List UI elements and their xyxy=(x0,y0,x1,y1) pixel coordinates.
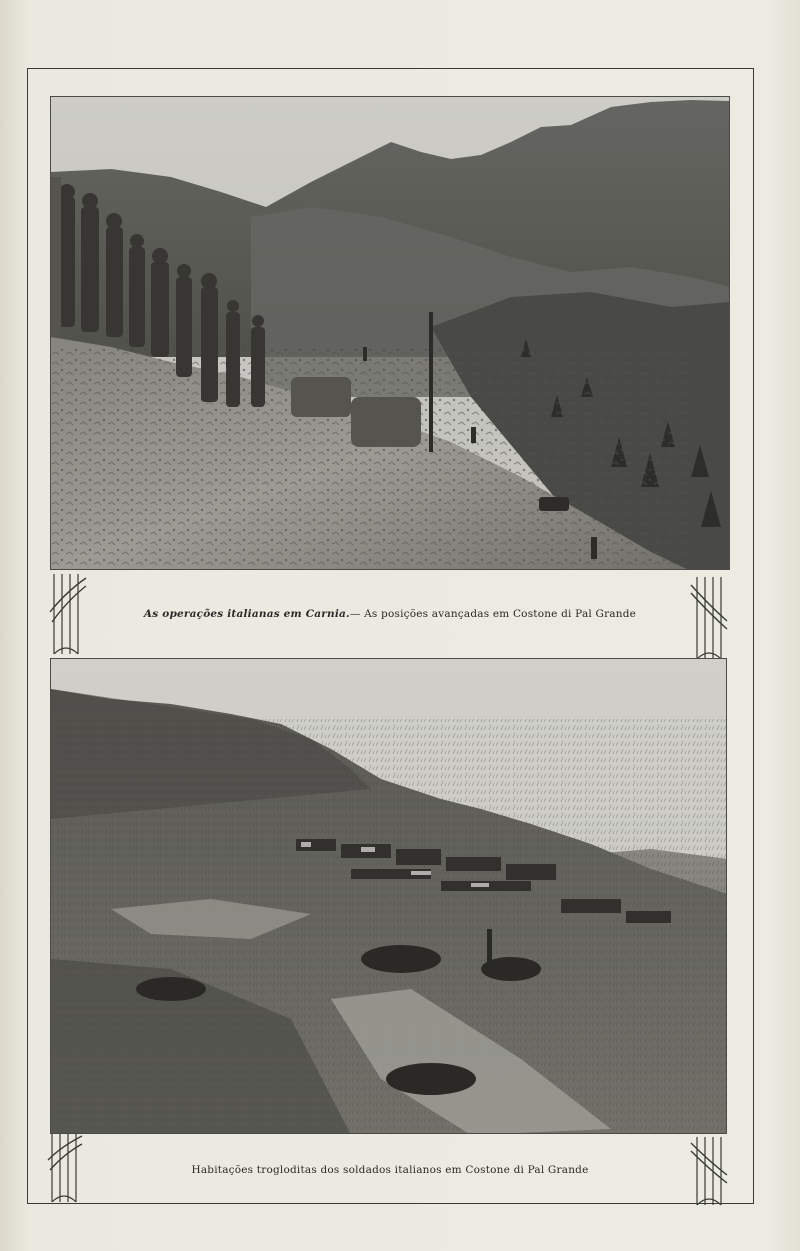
left-ornament-bottom xyxy=(46,1132,84,1204)
right-ornament-top xyxy=(689,575,729,661)
caption-bottom: Habitações trogloditas dos soldados italianos em Costone di Pal Grande xyxy=(191,1164,589,1176)
left-ornament-top xyxy=(48,572,88,656)
right-ornament-bottom xyxy=(689,1135,729,1207)
caption-top-text: — As posições avançadas em Costone di Pal Grande xyxy=(349,608,637,620)
caption-top xyxy=(90,608,690,620)
photo-troglodyte-dwellings xyxy=(50,658,727,1134)
photo-top-image xyxy=(51,97,730,570)
photo-bottom-image xyxy=(51,659,727,1134)
caption-top-title: As operações italianas em Carnia. xyxy=(143,608,350,620)
photo-mountain-positions xyxy=(50,96,730,570)
